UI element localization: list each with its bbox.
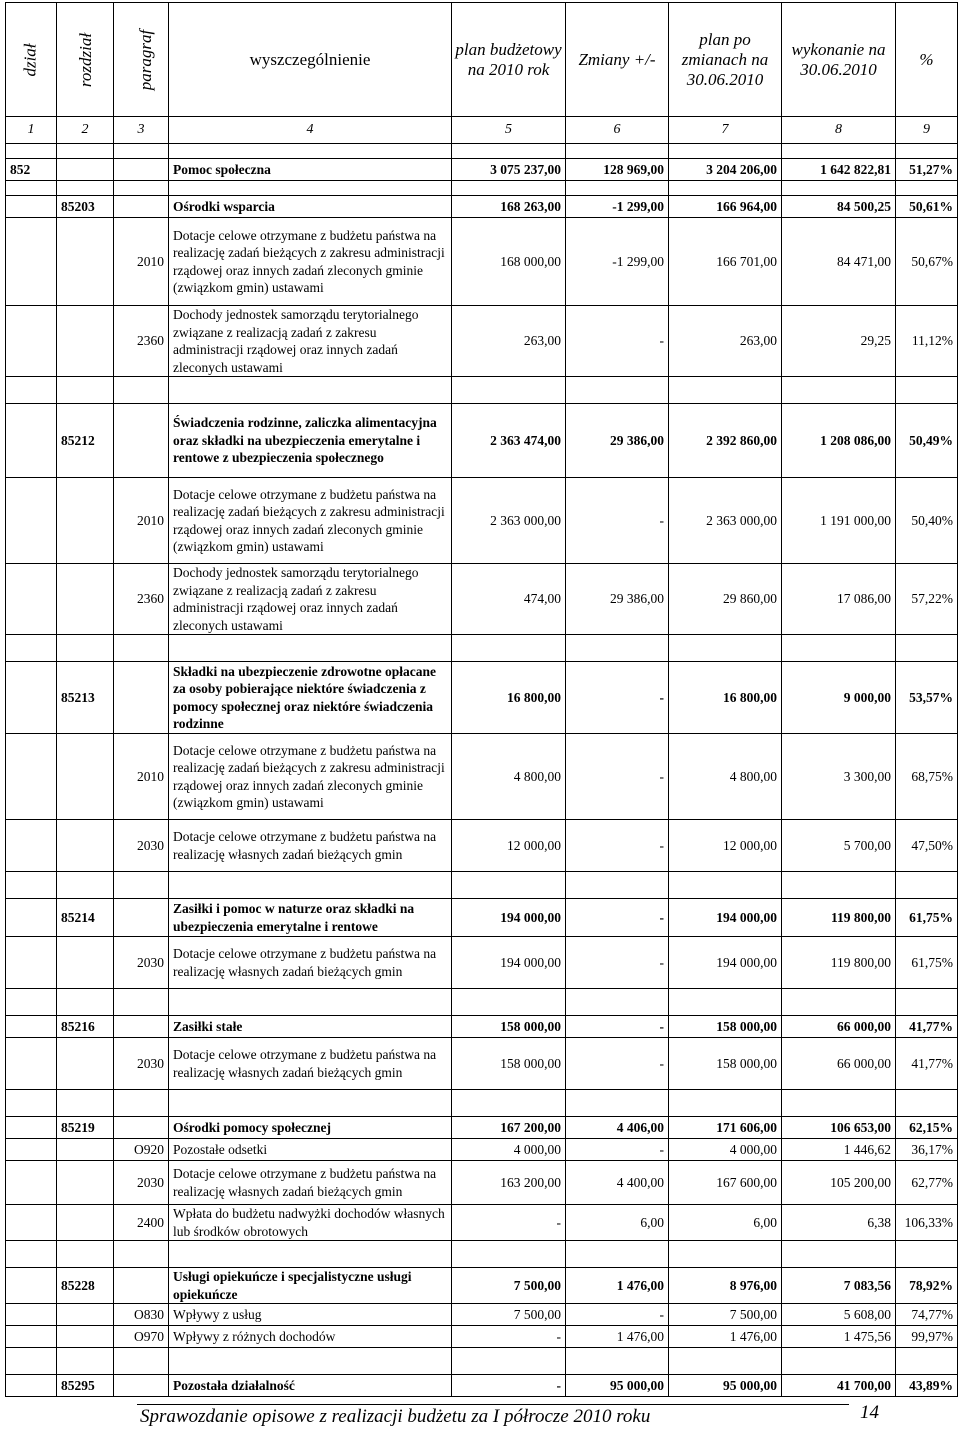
dzial-cell <box>6 1375 57 1397</box>
dzial-cell <box>6 1016 57 1038</box>
zmiany-cell: - <box>566 1016 669 1038</box>
header-zmiany: Zmiany +/- <box>566 3 669 117</box>
wyszczegolnienie-cell: Dotacje celowe otrzymane z budżetu państwa na realizację własnych zadań bieżących gmin <box>169 937 452 989</box>
plan-cell: 7 500,00 <box>452 1304 566 1326</box>
zmiany-cell: 95 000,00 <box>566 1375 669 1397</box>
zmiany-cell: 1 476,00 <box>566 1326 669 1348</box>
plan-cell: 158 000,00 <box>452 1038 566 1090</box>
dzial-cell <box>6 564 57 635</box>
procent-cell: 43,89% <box>896 1375 958 1397</box>
rozdzial-row <box>6 899 958 937</box>
column-numbers-row <box>6 117 958 144</box>
wyszczegolnienie-cell: Wpływy z różnych dochodów <box>169 1326 452 1348</box>
paragraf-row <box>6 1205 958 1241</box>
wykonanie-cell: 105 200,00 <box>782 1161 896 1205</box>
plan-cell: 194 000,00 <box>452 937 566 989</box>
wykonanie-cell: 1 208 086,00 <box>782 404 896 478</box>
plan-po-cell: 194 000,00 <box>669 937 782 989</box>
paragraf-cell: 2010 <box>114 218 169 306</box>
summary-dzial: 852 <box>6 159 57 181</box>
plan-cell: 7 500,00 <box>452 1268 566 1304</box>
paragraf-cell: O920 <box>114 1139 169 1161</box>
paragraf-cell <box>114 404 169 478</box>
rozdzial-cell <box>57 820 114 872</box>
plan-po-cell: 263,00 <box>669 306 782 377</box>
summary-plan: 3 075 237,00 <box>452 159 566 181</box>
plan-cell: 4 800,00 <box>452 734 566 820</box>
wyszczegolnienie-cell: Zasiłki i pomoc w naturze oraz składki na ubezpieczenia emerytalne i rentowe <box>169 899 452 937</box>
procent-cell: 74,77% <box>896 1304 958 1326</box>
rozdzial-cell <box>57 478 114 564</box>
plan-po-cell: 158 000,00 <box>669 1038 782 1090</box>
col-number: 8 <box>782 117 896 144</box>
paragraf-row <box>6 306 958 377</box>
wyszczegolnienie-cell: Usługi opiekuńcze i specjalistyczne usługi opiekuńcze <box>169 1268 452 1304</box>
plan-po-cell: 8 976,00 <box>669 1268 782 1304</box>
procent-cell: 47,50% <box>896 820 958 872</box>
plan-cell: 163 200,00 <box>452 1161 566 1205</box>
paragraf-row <box>6 564 958 635</box>
paragraf-cell: 2400 <box>114 1205 169 1241</box>
zmiany-cell: - <box>566 820 669 872</box>
zmiany-cell: 29 386,00 <box>566 564 669 635</box>
plan-cell: 2 363 000,00 <box>452 478 566 564</box>
plan-po-cell: 4 800,00 <box>669 734 782 820</box>
plan-cell: 158 000,00 <box>452 1016 566 1038</box>
wykonanie-cell: 1 475,56 <box>782 1326 896 1348</box>
dzial-cell <box>6 218 57 306</box>
col-number: 6 <box>566 117 669 144</box>
paragraf-cell: 2010 <box>114 478 169 564</box>
paragraf-cell <box>114 1117 169 1139</box>
wykonanie-cell: 17 086,00 <box>782 564 896 635</box>
procent-cell: 53,57% <box>896 662 958 734</box>
header-procent: % <box>896 3 958 117</box>
header-plan-po-zmianach: plan po zmianach na 30.06.2010 <box>669 3 782 117</box>
paragraf-cell: O830 <box>114 1304 169 1326</box>
wyszczegolnienie-cell: Ośrodki wsparcia <box>169 196 452 218</box>
paragraf-cell: 2030 <box>114 937 169 989</box>
wykonanie-cell: 5 608,00 <box>782 1304 896 1326</box>
rozdzial-cell: 85214 <box>57 899 114 937</box>
zmiany-cell: -1 299,00 <box>566 196 669 218</box>
paragraf-cell: 2010 <box>114 734 169 820</box>
summary-wykonanie: 1 642 822,81 <box>782 159 896 181</box>
zmiany-cell: 4 406,00 <box>566 1117 669 1139</box>
wyszczegolnienie-cell: Pozostałe odsetki <box>169 1139 452 1161</box>
paragraf-cell: 2030 <box>114 820 169 872</box>
col-number: 2 <box>57 117 114 144</box>
wyszczegolnienie-cell: Ośrodki pomocy społecznej <box>169 1117 452 1139</box>
rozdzial-cell: 85203 <box>57 196 114 218</box>
plan-po-cell: 12 000,00 <box>669 820 782 872</box>
procent-cell: 62,15% <box>896 1117 958 1139</box>
procent-cell: 62,77% <box>896 1161 958 1205</box>
plan-po-cell: 2 392 860,00 <box>669 404 782 478</box>
zmiany-cell: 1 476,00 <box>566 1268 669 1304</box>
wykonanie-cell: 66 000,00 <box>782 1038 896 1090</box>
plan-cell: 263,00 <box>452 306 566 377</box>
dzial-cell <box>6 734 57 820</box>
wyszczegolnienie-cell: Pozostała działalność <box>169 1375 452 1397</box>
rozdzial-cell <box>57 1304 114 1326</box>
wyszczegolnienie-cell: Świadczenia rodzinne, zaliczka alimentacyjna oraz składki na ubezpieczenia emerytalne i rentowe z ubezpieczenia społecznego <box>169 404 452 478</box>
col-number: 4 <box>169 117 452 144</box>
rozdzial-row <box>6 1117 958 1139</box>
procent-cell: 57,22% <box>896 564 958 635</box>
rozdzial-cell <box>57 1205 114 1241</box>
wykonanie-cell: 1 446,62 <box>782 1139 896 1161</box>
paragraf-row <box>6 478 958 564</box>
col-number: 3 <box>114 117 169 144</box>
col-number: 9 <box>896 117 958 144</box>
rozdzial-row <box>6 662 958 734</box>
wykonanie-cell: 41 700,00 <box>782 1375 896 1397</box>
rozdzial-cell <box>57 1038 114 1090</box>
rozdzial-cell: 85295 <box>57 1375 114 1397</box>
rozdzial-cell <box>57 734 114 820</box>
dzial-cell <box>6 404 57 478</box>
procent-cell: 61,75% <box>896 899 958 937</box>
spacer-row <box>6 181 958 196</box>
wykonanie-cell: 7 083,56 <box>782 1268 896 1304</box>
paragraf-row <box>6 1161 958 1205</box>
rozdzial-row <box>6 196 958 218</box>
paragraf-cell: 2030 <box>114 1038 169 1090</box>
wykonanie-cell: 119 800,00 <box>782 899 896 937</box>
plan-cell: 168 000,00 <box>452 218 566 306</box>
paragraf-cell: O970 <box>114 1326 169 1348</box>
header-plan: plan budżetowy na 2010 rok <box>452 3 566 117</box>
wyszczegolnienie-cell: Wpływy z usług <box>169 1304 452 1326</box>
rozdzial-row <box>6 1268 958 1304</box>
wyszczegolnienie-cell: Dotacje celowe otrzymane z budżetu państwa na realizację zadań bieżących z zakresu administracji rządowej oraz innych zadań zleconych gminie (związkom gmin) ustawami <box>169 478 452 564</box>
rozdzial-cell <box>57 306 114 377</box>
wyszczegolnienie-cell: Składki na ubezpieczenie zdrowotne opłacane za osoby pobierające niektóre świadczenia z pomocy społecznej oraz niektóre świadczenia rodzinne <box>169 662 452 734</box>
wyszczegolnienie-cell: Dochody jednostek samorządu terytorialnego związane z realizacją zadań z zakresu administracji rządowej oraz innych zadań zleconych ustawami <box>169 306 452 377</box>
procent-cell: 78,92% <box>896 1268 958 1304</box>
dzial-cell <box>6 196 57 218</box>
spacer-row <box>6 1241 958 1268</box>
spacer-row <box>6 872 958 899</box>
plan-cell: 167 200,00 <box>452 1117 566 1139</box>
rozdzial-cell <box>57 218 114 306</box>
procent-cell: 50,49% <box>896 404 958 478</box>
procent-cell: 50,40% <box>896 478 958 564</box>
plan-po-cell: 16 800,00 <box>669 662 782 734</box>
header-dzial: dział <box>6 3 57 117</box>
paragraf-row <box>6 1038 958 1090</box>
wykonanie-cell: 84 500,25 <box>782 196 896 218</box>
summary-empty <box>57 159 114 181</box>
rozdzial-cell: 85213 <box>57 662 114 734</box>
rozdzial-cell <box>57 1326 114 1348</box>
spacer-row <box>6 377 958 404</box>
budget-table <box>5 2 958 1397</box>
summary-plan-po: 3 204 206,00 <box>669 159 782 181</box>
zmiany-cell: - <box>566 662 669 734</box>
plan-po-cell: 1 476,00 <box>669 1326 782 1348</box>
col-number: 1 <box>6 117 57 144</box>
paragraf-cell: 2360 <box>114 306 169 377</box>
paragraf-row <box>6 734 958 820</box>
plan-po-cell: 7 500,00 <box>669 1304 782 1326</box>
dzial-cell <box>6 662 57 734</box>
procent-cell: 11,12% <box>896 306 958 377</box>
wykonanie-cell: 66 000,00 <box>782 1016 896 1038</box>
zmiany-cell: 6,00 <box>566 1205 669 1241</box>
paragraf-cell: 2360 <box>114 564 169 635</box>
summary-name: Pomoc społeczna <box>169 159 452 181</box>
rozdzial-cell: 85228 <box>57 1268 114 1304</box>
procent-cell: 36,17% <box>896 1139 958 1161</box>
page-number: 14 <box>860 1402 879 1423</box>
wyszczegolnienie-cell: Dotacje celowe otrzymane z budżetu państwa na realizację zadań bieżących z zakresu administracji rządowej oraz innych zadań zleconych gminie (związkom gmin) ustawami <box>169 218 452 306</box>
dzial-cell <box>6 1117 57 1139</box>
header-wyszczegolnienie: wyszczególnienie <box>169 3 452 117</box>
spacer-row <box>6 144 958 159</box>
plan-po-cell: 2 363 000,00 <box>669 478 782 564</box>
col-number: 5 <box>452 117 566 144</box>
zmiany-cell: -1 299,00 <box>566 218 669 306</box>
zmiany-cell: - <box>566 1038 669 1090</box>
plan-po-cell: 4 000,00 <box>669 1139 782 1161</box>
wykonanie-cell: 29,25 <box>782 306 896 377</box>
wyszczegolnienie-cell: Wpłata do budżetu nadwyżki dochodów własnych lub środków obrotowych <box>169 1205 452 1241</box>
paragraf-cell <box>114 1268 169 1304</box>
wykonanie-cell: 1 191 000,00 <box>782 478 896 564</box>
header-row <box>6 3 958 117</box>
paragraf-row <box>6 1139 958 1161</box>
rozdzial-cell: 85219 <box>57 1117 114 1139</box>
spacer-row <box>6 635 958 662</box>
paragraf-row <box>6 1304 958 1326</box>
zmiany-cell: - <box>566 306 669 377</box>
plan-po-cell: 167 600,00 <box>669 1161 782 1205</box>
wyszczegolnienie-cell: Dotacje celowe otrzymane z budżetu państwa na realizację własnych zadań bieżących gmin <box>169 1161 452 1205</box>
spacer-row <box>6 989 958 1016</box>
plan-cell: - <box>452 1326 566 1348</box>
plan-po-cell: 166 701,00 <box>669 218 782 306</box>
wykonanie-cell: 119 800,00 <box>782 937 896 989</box>
wykonanie-cell: 9 000,00 <box>782 662 896 734</box>
paragraf-row <box>6 1326 958 1348</box>
procent-cell: 50,61% <box>896 196 958 218</box>
procent-cell: 106,33% <box>896 1205 958 1241</box>
zmiany-cell: - <box>566 937 669 989</box>
dzial-cell <box>6 306 57 377</box>
procent-cell: 41,77% <box>896 1038 958 1090</box>
dzial-cell <box>6 1038 57 1090</box>
paragraf-cell <box>114 662 169 734</box>
dzial-cell <box>6 1205 57 1241</box>
plan-po-cell: 171 606,00 <box>669 1117 782 1139</box>
wykonanie-cell: 84 471,00 <box>782 218 896 306</box>
rozdzial-row <box>6 1375 958 1397</box>
spacer-row <box>6 1348 958 1375</box>
zmiany-cell: 29 386,00 <box>566 404 669 478</box>
paragraf-cell <box>114 1016 169 1038</box>
plan-po-cell: 6,00 <box>669 1205 782 1241</box>
rozdzial-cell <box>57 937 114 989</box>
zmiany-cell: - <box>566 1304 669 1326</box>
wykonanie-cell: 6,38 <box>782 1205 896 1241</box>
plan-cell: 16 800,00 <box>452 662 566 734</box>
dzial-cell <box>6 1326 57 1348</box>
paragraf-cell <box>114 1375 169 1397</box>
wyszczegolnienie-cell: Dotacje celowe otrzymane z budżetu państwa na realizację własnych zadań bieżących gmin <box>169 1038 452 1090</box>
rozdzial-row <box>6 404 958 478</box>
paragraf-row <box>6 937 958 989</box>
footer-title: Sprawozdanie opisowe z realizacji budżetu za I półrocze 2010 roku <box>140 1406 651 1427</box>
zmiany-cell: - <box>566 899 669 937</box>
spacer-row <box>6 1090 958 1117</box>
zmiany-cell: - <box>566 478 669 564</box>
col-number: 7 <box>669 117 782 144</box>
procent-cell: 41,77% <box>896 1016 958 1038</box>
dzial-cell <box>6 820 57 872</box>
plan-po-cell: 194 000,00 <box>669 899 782 937</box>
paragraf-cell <box>114 196 169 218</box>
procent-cell: 68,75% <box>896 734 958 820</box>
paragraf-row <box>6 820 958 872</box>
dzial-cell <box>6 1139 57 1161</box>
plan-cell: - <box>452 1205 566 1241</box>
wyszczegolnienie-cell: Zasiłki stałe <box>169 1016 452 1038</box>
zmiany-cell: - <box>566 1139 669 1161</box>
plan-cell: 2 363 474,00 <box>452 404 566 478</box>
wykonanie-cell: 5 700,00 <box>782 820 896 872</box>
plan-cell: 168 263,00 <box>452 196 566 218</box>
plan-po-cell: 29 860,00 <box>669 564 782 635</box>
rozdzial-cell <box>57 564 114 635</box>
plan-cell: 4 000,00 <box>452 1139 566 1161</box>
footer-divider <box>137 1404 849 1405</box>
dzial-cell <box>6 1161 57 1205</box>
wykonanie-cell: 3 300,00 <box>782 734 896 820</box>
wyszczegolnienie-cell: Dotacje celowe otrzymane z budżetu państwa na realizację zadań bieżących z zakresu administracji rządowej oraz innych zadań zleconych gminie (związkom gmin) ustawami <box>169 734 452 820</box>
dzial-cell <box>6 937 57 989</box>
dzial-cell <box>6 1304 57 1326</box>
rozdzial-cell: 85216 <box>57 1016 114 1038</box>
rozdzial-cell <box>57 1161 114 1205</box>
rozdzial-cell: 85212 <box>57 404 114 478</box>
wykonanie-cell: 106 653,00 <box>782 1117 896 1139</box>
procent-cell: 61,75% <box>896 937 958 989</box>
zmiany-cell: 4 400,00 <box>566 1161 669 1205</box>
plan-cell: 474,00 <box>452 564 566 635</box>
plan-po-cell: 166 964,00 <box>669 196 782 218</box>
header-paragraf: paragraf <box>114 3 169 117</box>
summary-zmiany: 128 969,00 <box>566 159 669 181</box>
paragraf-row <box>6 218 958 306</box>
paragraf-cell <box>114 899 169 937</box>
plan-po-cell: 95 000,00 <box>669 1375 782 1397</box>
rozdzial-cell <box>57 1139 114 1161</box>
procent-cell: 99,97% <box>896 1326 958 1348</box>
plan-cell: 12 000,00 <box>452 820 566 872</box>
dzial-cell <box>6 1268 57 1304</box>
summary-empty <box>114 159 169 181</box>
plan-po-cell: 158 000,00 <box>669 1016 782 1038</box>
wyszczegolnienie-cell: Dochody jednostek samorządu terytorialnego związane z realizacją zadań z zakresu administracji rządowej oraz innych zadań zleconych ustawami <box>169 564 452 635</box>
summary-procent: 51,27% <box>896 159 958 181</box>
dzial-cell <box>6 478 57 564</box>
paragraf-cell: 2030 <box>114 1161 169 1205</box>
dzial-cell <box>6 899 57 937</box>
plan-cell: 194 000,00 <box>452 899 566 937</box>
summary-row <box>6 159 958 181</box>
budget-table-sheet <box>5 2 957 1397</box>
rozdzial-row <box>6 1016 958 1038</box>
header-wykonanie: wykonanie na 30.06.2010 <box>782 3 896 117</box>
wyszczegolnienie-cell: Dotacje celowe otrzymane z budżetu państwa na realizację własnych zadań bieżących gmin <box>169 820 452 872</box>
header-rozdzial: rozdział <box>57 3 114 117</box>
plan-cell: - <box>452 1375 566 1397</box>
procent-cell: 50,67% <box>896 218 958 306</box>
zmiany-cell: - <box>566 734 669 820</box>
